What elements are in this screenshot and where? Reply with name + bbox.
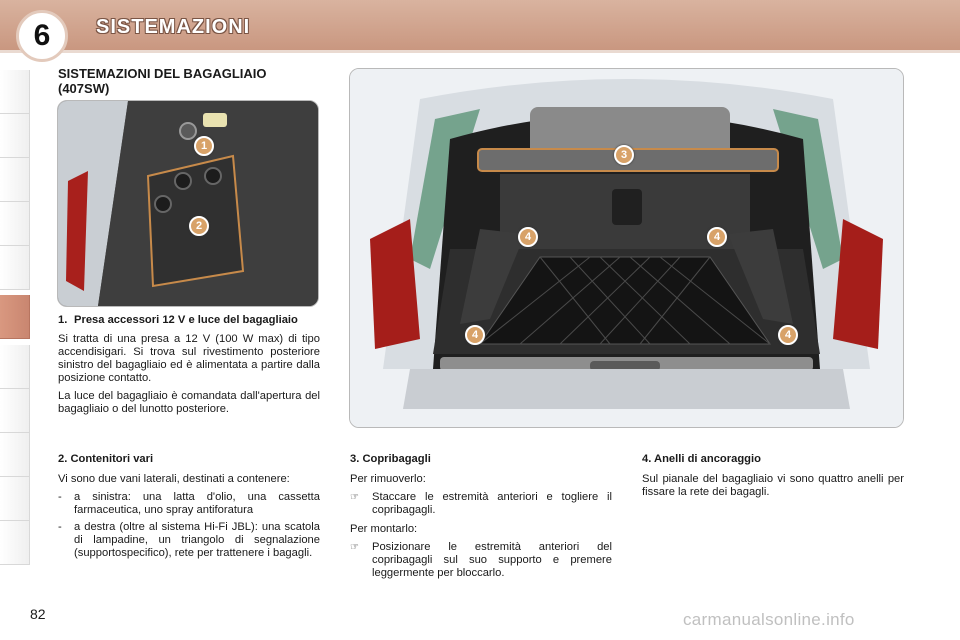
item-1-heading-text: Presa accessori 12 V e luce del bagagliaio [74, 314, 298, 326]
item-2-intro: Vi sono due vani laterali, destinati a contenere: [58, 473, 290, 485]
chapter-tab-9[interactable] [0, 433, 30, 477]
chapter-tab-8[interactable] [0, 389, 30, 433]
list-item [58, 491, 320, 517]
dash-marker: - [58, 521, 62, 533]
item-4-heading: 4. Anelli di ancoraggio [642, 453, 761, 465]
callout-4-top-left: 4 [518, 227, 538, 247]
chapter-tab-5[interactable] [0, 246, 30, 290]
callout-4-top-right: 4 [707, 227, 727, 247]
section-title: SISTEMAZIONI DEL BAGAGLIAIO (407SW) [58, 66, 267, 96]
item-3-section [350, 453, 612, 586]
item-3-heading: 3. Copribagagli [350, 453, 431, 465]
callout-1: 1 [194, 136, 214, 156]
chapter-tabs [0, 70, 30, 575]
dash-marker: - [58, 491, 62, 503]
mount-label: Per montarlo: [350, 523, 418, 535]
callout-2: 2 [189, 216, 209, 236]
chapter-number-badge: 6 [16, 10, 68, 62]
pointing-hand-icon: ☞ [350, 542, 359, 553]
chapter-tab-1[interactable] [0, 70, 30, 114]
remove-step-text: Staccare le estremità anteriori e togliere il copribagagli. [372, 491, 612, 516]
mount-step-text: Posizionare le estremità anteriori del copribagagli sul suo supporto e premere leggermente per bloccarlo. [372, 541, 612, 579]
remove-step [350, 491, 612, 517]
item-4-text: Sul pianale del bagagliaio vi sono quattro anelli per fissare la rete dei bagagli. [642, 473, 904, 498]
list-item-text: a destra (oltre al sistema Hi-Fi JBL): una scatola di lampadine, un triangolo di segnalazione (supportospecifico), rete per trattenere i bagagli. [74, 521, 320, 559]
pointing-hand-icon: ☞ [350, 492, 359, 503]
watermark: carmanualsonline.info [683, 610, 855, 629]
list-item [58, 521, 320, 560]
mount-step [350, 541, 612, 580]
item-1-paragraph: La luce del bagagliaio è comandata dall'apertura del bagagliaio o del lunotto posteriore. [58, 390, 320, 415]
item-1-number: 1. [58, 314, 68, 326]
chapter-tab-4[interactable] [0, 202, 30, 246]
trunk-side-photo [57, 100, 319, 307]
chapter-tab-7[interactable] [0, 345, 30, 389]
item-1-heading [58, 314, 320, 327]
item-1-paragraph: Si tratta di una presa a 12 V (100 W max) di tipo accendisigari. Si trova sul rivestimento posteriore sinistro del bagagliaio ed è alimentata a partire dalla posizione contatto. [58, 333, 320, 384]
chapter-tab-2[interactable] [0, 114, 30, 158]
callout-4-bottom-right: 4 [778, 325, 798, 345]
chapter-tab-3[interactable] [0, 158, 30, 202]
chapter-tab-10[interactable] [0, 477, 30, 521]
item-2-heading: 2. Contenitori vari [58, 453, 154, 465]
open-trunk-illustration [350, 69, 903, 427]
list-item-text: a sinistra: una latta d'olio, una cassetta farmaceutica, uno spray antiforatura [74, 491, 320, 516]
callout-3: 3 [614, 145, 634, 165]
chapter-tab-11[interactable] [0, 521, 30, 565]
remove-label: Per rimuoverlo: [350, 473, 426, 485]
page-number: 82 [30, 606, 46, 622]
item-4-section [642, 453, 904, 504]
chapter-title: SISTEMAZIONI [96, 16, 251, 38]
callout-4-bottom-left: 4 [465, 325, 485, 345]
item-2-section [58, 453, 320, 564]
open-trunk-photo [349, 68, 904, 428]
trunk-side-illustration [58, 101, 318, 306]
item-1-section [58, 314, 320, 421]
chapter-tab-6-active[interactable] [0, 295, 30, 339]
header-divider [0, 50, 960, 53]
